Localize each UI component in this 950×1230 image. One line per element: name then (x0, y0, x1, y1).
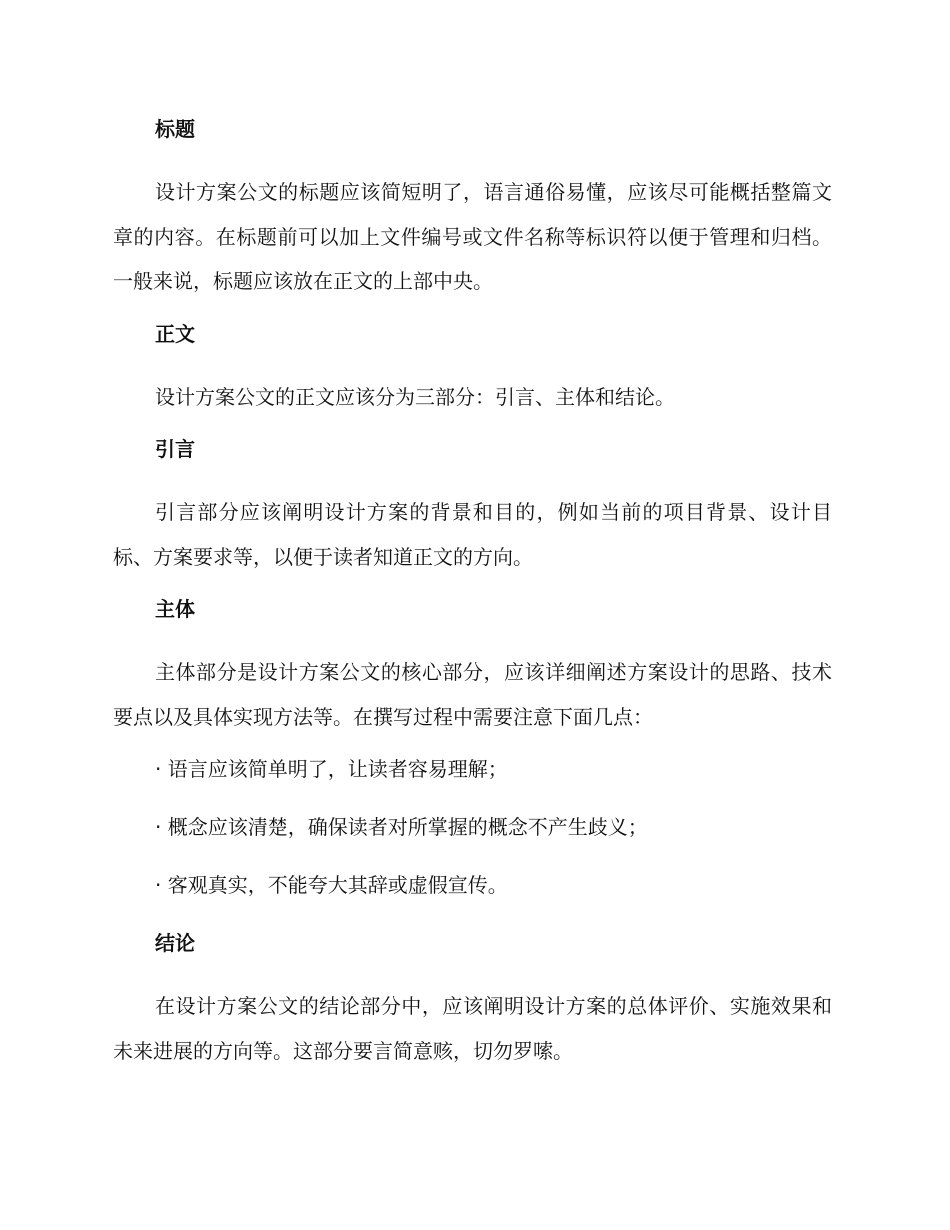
section-heading-main-text: 正文 (155, 321, 195, 346)
section-body-main-text: 设计方案公文的正文应该分为三部分：引言、主体和结论。 (155, 384, 675, 409)
section-heading-intro: 引言 (155, 437, 195, 461)
section-body-conclusion: 在设计方案公文的结论部分中，应该阐明设计方案的总体评价、实施效果和未来进展的方向等。这部分要言简意赅，切勿罗嗦。 (113, 994, 832, 1063)
section-body-body: 主体部分是设计方案公文的核心部分，应该详细阐述方案设计的思路、技术要点以及具体实现方法等。在撰写过程中需要注意下面几点： (113, 660, 832, 729)
section-heading-conclusion: 结论 (155, 931, 195, 955)
bullet-item: · 概念应该清楚，确保读者对所掌握的概念不产生歧义； (155, 815, 648, 839)
section-body-intro: 引言部分应该阐明设计方案的背景和目的，例如当前的项目背景、设计目标、方案要求等，以便于读者知道正文的方向。 (113, 500, 832, 569)
section-heading-title: 标题 (155, 117, 195, 141)
section-body-title: 设计方案公文的标题应该简短明了，语言通俗易懂，应该尽可能概括整篇文章的内容。在标题前可以加上文件编号或文件名称等标识符以便于管理和归档。一般来说，标题应该放在正文的上部中央。 (113, 180, 832, 293)
section-heading-body: 主体 (155, 597, 195, 621)
bullet-item: · 客观真实，不能夸大其辞或虚假宣传。 (155, 873, 508, 897)
bullet-item: · 语言应该简单明了，让读者容易理解； (155, 757, 508, 781)
